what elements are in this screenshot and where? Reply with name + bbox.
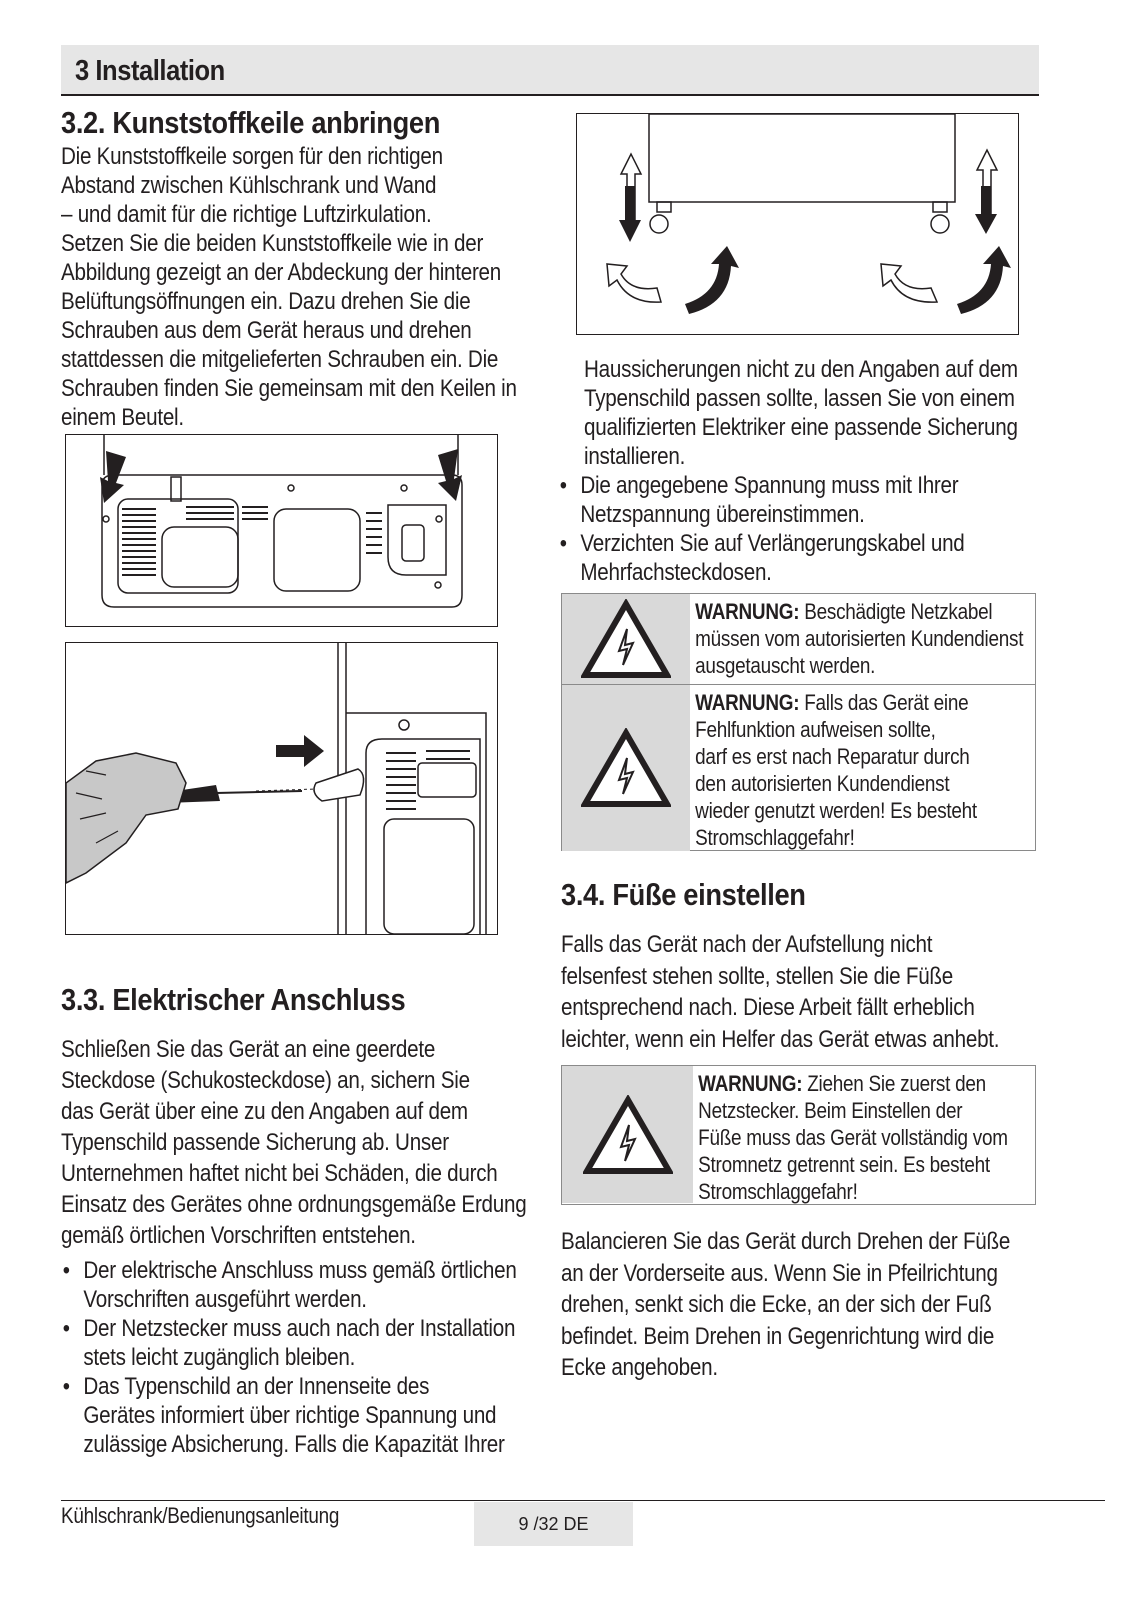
text-line: Abstand zwischen Kühlschrank und Wand	[61, 172, 437, 199]
footer-title: Kühlschrank/Bedienungsanleitung	[61, 1503, 340, 1528]
text-line: leichter, wenn ein Helfer das Gerät etwas anhebt.	[561, 1025, 1000, 1053]
text-line: Schrauben finden Sie gemeinsam mit den Keilen in	[61, 375, 517, 402]
text-line: Steckdose (Schukosteckdose) an, sichern Sie	[61, 1067, 470, 1094]
text-line: Balancieren Sie das Gerät durch Drehen der Füße	[561, 1228, 1011, 1255]
section-3-3-body	[61, 1034, 526, 1251]
text-line: • Die angegebene Spannung muss mit Ihrer	[580, 472, 959, 499]
warning-line: Füße muss das Gerät vollständig vom	[698, 1125, 1008, 1150]
text-line: Abbildung gezeigt an der Abdeckung der hinteren	[61, 259, 502, 286]
warning-text	[690, 594, 1023, 684]
chapter-title: 3 Installation	[75, 55, 225, 87]
text-line: Einsatz des Gerätes ohne ordnungsgemäße Erdung	[61, 1191, 527, 1218]
warning-line: Stromschlaggefahr!	[695, 825, 855, 850]
warning-line: Stromschlaggefahr!	[698, 1179, 858, 1204]
text-line: • Verzichten Sie auf Verlängerungskabel und	[580, 530, 965, 557]
text-line: Unternehmen haftet nicht bei Schäden, die durch	[61, 1160, 498, 1187]
text-line: Netzspannung übereinstimmen.	[580, 501, 865, 528]
text-line: Vorschriften ausgeführt werden.	[83, 1286, 367, 1313]
text-line: Mehrfachsteckdosen.	[580, 559, 772, 586]
list-item	[558, 529, 965, 587]
text-line: drehen, senkt sich die Ecke, an der sich der Fuß	[561, 1291, 992, 1318]
section-3-4-heading: 3.4. Füße einstellen	[561, 877, 806, 912]
electric-hazard-icon	[562, 594, 690, 684]
list-item	[558, 471, 965, 529]
text-line: stets leicht zugänglich bleiben.	[83, 1344, 356, 1371]
list-item	[61, 1372, 517, 1459]
warning-row	[562, 685, 1035, 851]
warning-label: WARNUNG:	[695, 690, 800, 715]
warning-text	[690, 685, 977, 851]
section-3-2-body	[61, 142, 517, 432]
list-item	[61, 1256, 517, 1314]
warning-line: ausgetauscht werden.	[695, 653, 876, 678]
text-line: zulässige Absicherung. Falls die Kapazität Ihrer	[83, 1431, 505, 1458]
warning-row	[562, 594, 1035, 685]
warning-line: den autorisierten Kundendienst	[695, 771, 950, 796]
warning-label: WARNUNG:	[695, 599, 800, 624]
section-3-3-heading: 3.3. Elektrischer Anschluss	[61, 982, 406, 1017]
warning-line: Beschädigte Netzkabel	[804, 599, 993, 624]
warning-line: Ziehen Sie zuerst den	[807, 1071, 986, 1096]
text-line: an der Vorderseite aus. Wenn Sie in Pfeilrichtung	[561, 1259, 998, 1287]
text-line: Falls das Gerät nach der Aufstellung nicht	[561, 931, 933, 958]
electric-hazard-icon	[562, 685, 690, 851]
text-line: • Der elektrische Anschluss muss gemäß örtlichen	[83, 1257, 517, 1284]
section-3-3-bullets	[61, 1256, 517, 1459]
text-line: gemäß örtlichen Vorschriften entstehen.	[61, 1222, 416, 1249]
text-line: entsprechend nach. Diese Arbeit fällt erheblich	[561, 994, 975, 1021]
text-line: qualifizierten Elektriker eine passende Sicherung	[584, 414, 1018, 441]
warning-line: Netzstecker. Beim Einstellen der	[698, 1098, 963, 1123]
text-line: befindet. Beim Drehen in Gegenrichtung wird die	[561, 1322, 995, 1350]
text-line: Schrauben aus dem Gerät heraus und drehen	[61, 317, 472, 344]
chapter-header	[61, 45, 1039, 96]
warning-line: wieder genutzt werden! Es besteht	[695, 798, 977, 823]
warning-line: Fehlfunktion aufweisen sollte,	[695, 717, 936, 742]
warning-row	[562, 1066, 1035, 1203]
section-3-2-heading: 3.2. Kunststoffkeile anbringen	[61, 105, 441, 140]
text-line: Gerätes informiert über richtige Spannung und	[83, 1402, 497, 1429]
warning-line: müssen vom autorisierten Kundendienst	[695, 626, 1024, 651]
warning-line: Falls das Gerät eine	[804, 690, 969, 715]
section-3-4-body-after	[561, 1226, 1010, 1384]
warning-label: WARNUNG:	[698, 1071, 803, 1096]
screwdriver-illustration	[65, 642, 498, 935]
text-line: Typenschild passende Sicherung ab. Unser	[61, 1129, 449, 1156]
text-line: felsenfest stehen sollte, stellen Sie die Füße	[561, 962, 953, 990]
footer-divider	[61, 1500, 1105, 1501]
text-line: Haussicherungen nicht zu den Angaben auf dem	[584, 356, 1018, 383]
text-line: Die Kunststoffkeile sorgen für den richtigen	[61, 143, 443, 170]
text-line: Ecke angehoben.	[561, 1354, 718, 1381]
text-line: Schließen Sie das Gerät an eine geerdete	[61, 1036, 436, 1063]
warning-table	[561, 593, 1036, 851]
page-number: 9 /32 DE	[474, 1502, 633, 1546]
section-3-3-bullets-right	[558, 471, 965, 587]
electric-hazard-icon	[562, 1066, 693, 1203]
warning-table	[561, 1065, 1036, 1205]
text-line: stattdessen die mitgelieferten Schrauben ein. Die	[61, 346, 499, 373]
warning-line: Stromnetz getrennt sein. Es besteht	[698, 1152, 990, 1177]
text-line: einem Beutel.	[61, 404, 184, 431]
text-line: Typenschild passen sollte, lassen Sie von einem	[584, 385, 1015, 412]
section-3-3-continued	[584, 355, 1018, 471]
text-line: das Gerät über eine zu den Angaben auf dem	[61, 1098, 468, 1125]
text-line: installieren.	[584, 443, 686, 470]
list-item	[61, 1314, 517, 1372]
feet-adjustment-illustration	[576, 113, 1019, 335]
warning-text	[693, 1066, 1008, 1203]
text-line: • Das Typenschild an der Innenseite des	[83, 1373, 430, 1400]
rear-vent-illustration	[65, 434, 498, 627]
text-line: Setzen Sie die beiden Kunststoffkeile wie in der	[61, 230, 484, 257]
warning-line: darf es erst nach Reparatur durch	[695, 744, 970, 769]
section-3-4-body	[561, 929, 999, 1055]
text-line: Belüftungsöffnungen ein. Dazu drehen Sie die	[61, 288, 471, 315]
text-line: • Der Netzstecker muss auch nach der Installation	[83, 1315, 516, 1342]
text-line: – und damit für die richtige Luftzirkulation.	[61, 201, 432, 228]
